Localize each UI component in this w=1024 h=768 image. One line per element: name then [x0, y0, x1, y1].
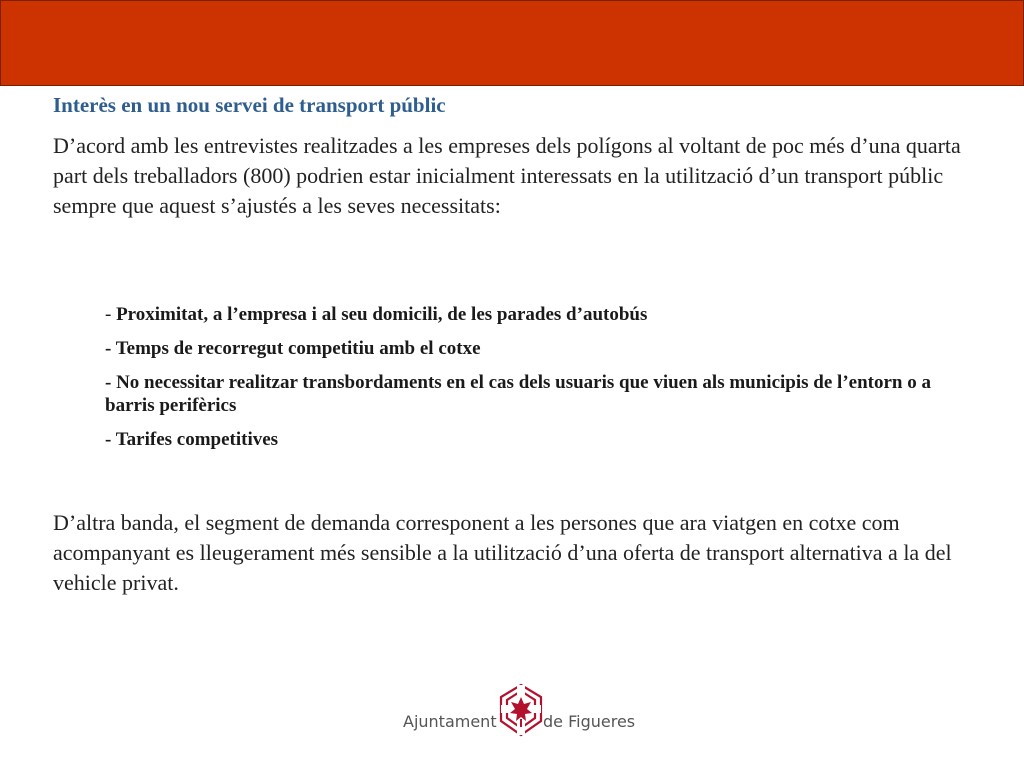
header-band: [0, 0, 1024, 86]
slide-title: Interès en un nou servei de transport públic: [53, 93, 446, 117]
list-item: [105, 303, 965, 326]
bullet-dash: -: [105, 304, 117, 325]
city-crest-icon: [496, 683, 546, 737]
list-item: [105, 337, 965, 360]
list-item: [105, 371, 965, 417]
bullet-text: No necessitar realitzar transbordaments en el cas dels usuaris que viuen als municipis de l’entorn o a barris perifèrics: [105, 372, 931, 416]
requirements-list: [105, 303, 965, 462]
bullet-dash: -: [105, 338, 116, 359]
bullet-text: Temps de recorregut competitiu amb el cotxe: [115, 338, 481, 359]
bullet-text: Proximitat, a l’empresa i al seu domicili, de les parades d’autobús: [116, 304, 648, 325]
bullet-text: Tarifes competitives: [115, 429, 279, 450]
closing-paragraph: D’altra banda, el segment de demanda corresponent a les persones que ara viatgen en cotxe com acompanyant es lleugerament més sensible a la utilització d’una oferta de transport alternativa a la del vehicle privat.: [53, 510, 952, 595]
intro-paragraph: D’acord amb les entrevistes realitzades a les empreses dels polígons al voltant de poc més d’una quarta part dels treballadors (800) podrien estar inicialment interessats en la utilització d’un transport públic sempre que aquest s’ajustés a les seves necessitats:: [53, 133, 961, 218]
ajuntament-logo: [397, 683, 647, 743]
bullet-dash: -: [105, 429, 116, 450]
logo-text-right: de Figueres: [543, 712, 636, 731]
list-item: [105, 428, 965, 451]
bullet-dash: -: [105, 372, 117, 393]
logo-text-left: Ajuntament: [403, 712, 497, 731]
